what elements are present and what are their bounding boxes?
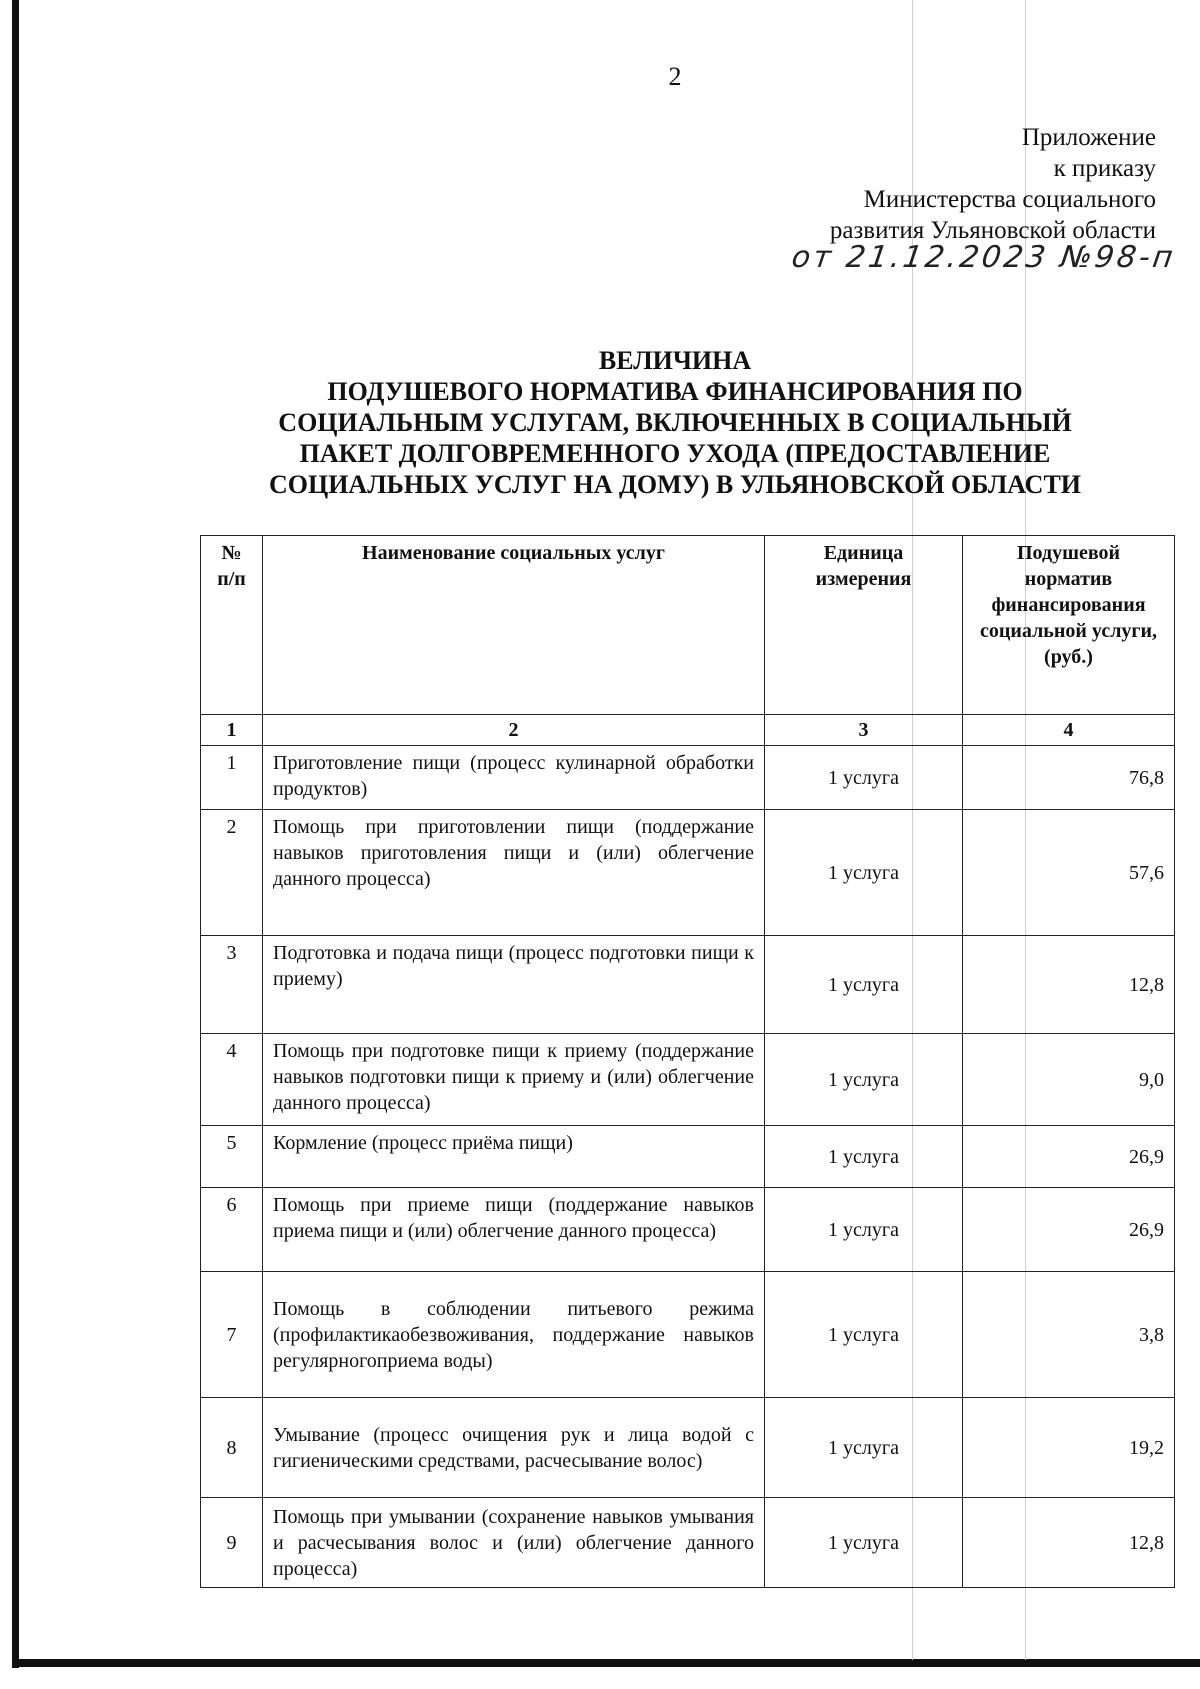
row-number: 3 [201,936,263,1034]
norm-value: 57,6 [963,810,1175,936]
row-number: 7 [201,1272,263,1398]
service-name: Подготовка и подача пищи (процесс подготовки пищи к приему) [263,936,765,1034]
service-name: Помощь при умывании (сохранение навыков умывания и расчесывания волос и (или) облегчение данного процесса) [263,1498,765,1588]
norm-value: 12,8 [963,936,1175,1034]
service-name: Приготовление пищи (процесс кулинарной обработки продуктов) [263,746,765,810]
unit-cell: 1 услуга [765,1398,963,1498]
row-number: 9 [201,1498,263,1588]
table-row [201,746,1175,810]
header-unit: Единица измерения [765,536,963,715]
header-norm: Подушевой норматив финансирования социальной услуги, (руб.) [963,536,1175,715]
unit-cell: 1 услуга [765,1498,963,1588]
table-header-row [201,536,1175,715]
column-number: 1 [201,715,263,746]
scan-border-bottom [12,1659,1200,1667]
service-name: Помощь при подготовке пищи к приему (поддержание навыков подготовки пищи к приему и (или) облегчение данного процесса) [263,1034,765,1126]
unit-cell: 1 услуга [765,1126,963,1188]
row-number: 4 [201,1034,263,1126]
document-title [200,345,1150,500]
column-number: 2 [263,715,765,746]
norm-value: 26,9 [963,1188,1175,1272]
unit-cell: 1 услуга [765,1034,963,1126]
header-number: № п/п [201,536,263,715]
service-name: Помощь при приготовлении пищи (поддержание навыков приготовления пищи и (или) облегчение данного процесса) [263,810,765,936]
table-row [201,1126,1175,1188]
unit-cell: 1 услуга [765,936,963,1034]
service-name: Умывание (процесс очищения рук и лица водой с гигиеническими средствами, расчесывание волос) [263,1398,765,1498]
table-row [201,936,1175,1034]
row-number: 5 [201,1126,263,1188]
unit-cell: 1 услуга [765,810,963,936]
norm-value: 76,8 [963,746,1175,810]
norm-value: 9,0 [963,1034,1175,1126]
table-row [201,1498,1175,1588]
service-name: Помощь при приеме пищи (поддержание навыков приема пищи и (или) облегчение данного процесса) [263,1188,765,1272]
table-row [201,1398,1175,1498]
scan-border-left [12,0,19,1668]
appendix-line: Министерства социального [863,186,1156,213]
appendix-line: развития Ульяновской области [829,217,1156,244]
unit-cell: 1 услуга [765,1272,963,1398]
appendix-line: Приложение [1021,124,1156,151]
norm-value: 19,2 [963,1398,1175,1498]
row-number: 1 [201,746,263,810]
row-number: 6 [201,1188,263,1272]
title-line: ПАКЕТ ДОЛГОВРЕМЕННОГО УХОДА (ПРЕДОСТАВЛЕНИЕ [299,439,1051,468]
column-number: 4 [963,715,1175,746]
norm-value: 26,9 [963,1126,1175,1188]
table-row [201,810,1175,936]
table-row [201,1034,1175,1126]
table-row [201,1188,1175,1272]
unit-cell: 1 услуга [765,1188,963,1272]
norm-value: 3,8 [963,1272,1175,1398]
title-line: ВЕЛИЧИНА [598,346,752,375]
title-line: СОЦИАЛЬНЫХ УСЛУГ НА ДОМУ) В УЛЬЯНОВСКОЙ ОБЛАСТИ [268,470,1082,499]
appendix-line: к приказу [1053,155,1156,182]
column-number: 3 [765,715,963,746]
appendix-block [696,122,1156,246]
handwritten-order-date: от 21.12.2023 №98-п [789,240,1178,275]
header-name: Наименование социальных услуг [263,536,765,715]
norm-value: 12,8 [963,1498,1175,1588]
service-name: Кормление (процесс приёма пищи) [263,1126,765,1188]
row-number: 2 [201,810,263,936]
norms-table [200,535,1175,1588]
page-number: 2 [668,62,682,91]
column-number-row [201,715,1175,746]
unit-cell: 1 услуга [765,746,963,810]
table-row [201,1272,1175,1398]
service-name: Помощь в соблюдении питьевого режима (профилактикаобезвоживания, поддержание навыков регулярногоприема воды) [263,1272,765,1398]
row-number: 8 [201,1398,263,1498]
title-line: ПОДУШЕВОГО НОРМАТИВА ФИНАНСИРОВАНИЯ ПО [327,377,1023,406]
title-line: СОЦИАЛЬНЫМ УСЛУГАМ, ВКЛЮЧЕННЫХ В СОЦИАЛЬНЫЙ [278,408,1072,437]
